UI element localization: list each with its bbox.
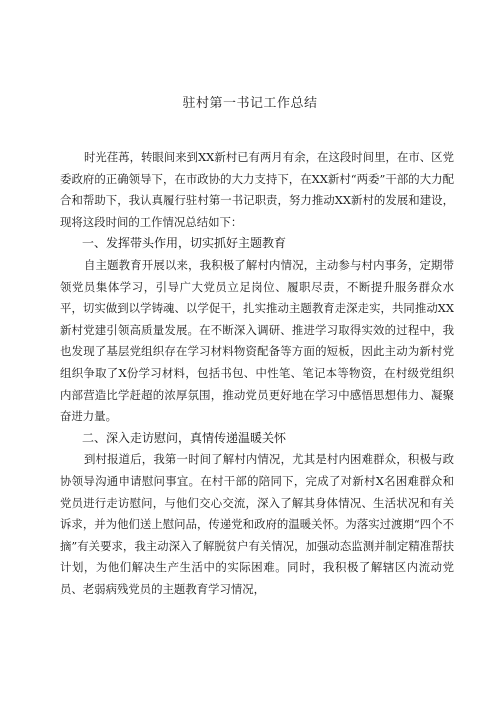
intro-paragraph: 时光荏苒，转眼间来到XX新村已有两月有余，在这段时间里，在市、区党委政府的正确领导下，在市政协的大力支持下，在XX新村“两委”干部的大力配合和帮助下，我认真履行驻村第一书记职责，努力推动XX新村的发展和建设，现将这段时间的工作情况总结如下： <box>60 150 454 229</box>
section-1-heading: 一、发挥带头作用，切实抓好主题教育 <box>82 236 287 251</box>
section-2-heading: 二、深入走访慰问，真情传递温暖关怀 <box>82 430 287 445</box>
document-body <box>60 147 454 600</box>
section-2-paragraph: 到村报道后，我第一时间了解村内情况，尤其是村内困难群众，积极与政协领导沟通申请慰问事宜。在村干部的陪同下，完成了对新村X名困难群众和党员进行走访慰问，与他们交心交流，深入了解其身体情况、生活状况和有关诉求，并为他们送上慰问品，传递党和政府的温暖关怀。为落实过渡期“四个不摘”有关要求，我主动深入了解脱贫户有关情况，加强动态监测并制定精准帮扶计划，为他们解决生产生活中的实际困难。同时，我积极了解辖区内流动党员、老弱病残党员的主题教育学习情况， <box>60 452 454 596</box>
section-1-paragraph: 自主题教育开展以来，我积极了解村内情况，主动参与村内事务，定期带领党员集体学习，引导广大党员立足岗位、履职尽责，不断提升服务群众水平，切实做到以学铸魂、以学促干，扎实推动主题教育走深走实，共同推动XX新村党建引领高质量发展。在不断深入调研、推进学习取得实效的过程中，我也发现了基层党组织存在学习材料物资配备等方面的短板，因此主动为新村党组织争取了X份学习材料，包括书包、中性笔、笔记本等物资，在村级党组织内部营造比学赶超的浓厚氛围，推动党员更好地在学习中感悟思想伟力、凝聚奋进力量。 <box>60 257 454 424</box>
document-title: 驻村第一书记工作总结 <box>182 96 318 111</box>
